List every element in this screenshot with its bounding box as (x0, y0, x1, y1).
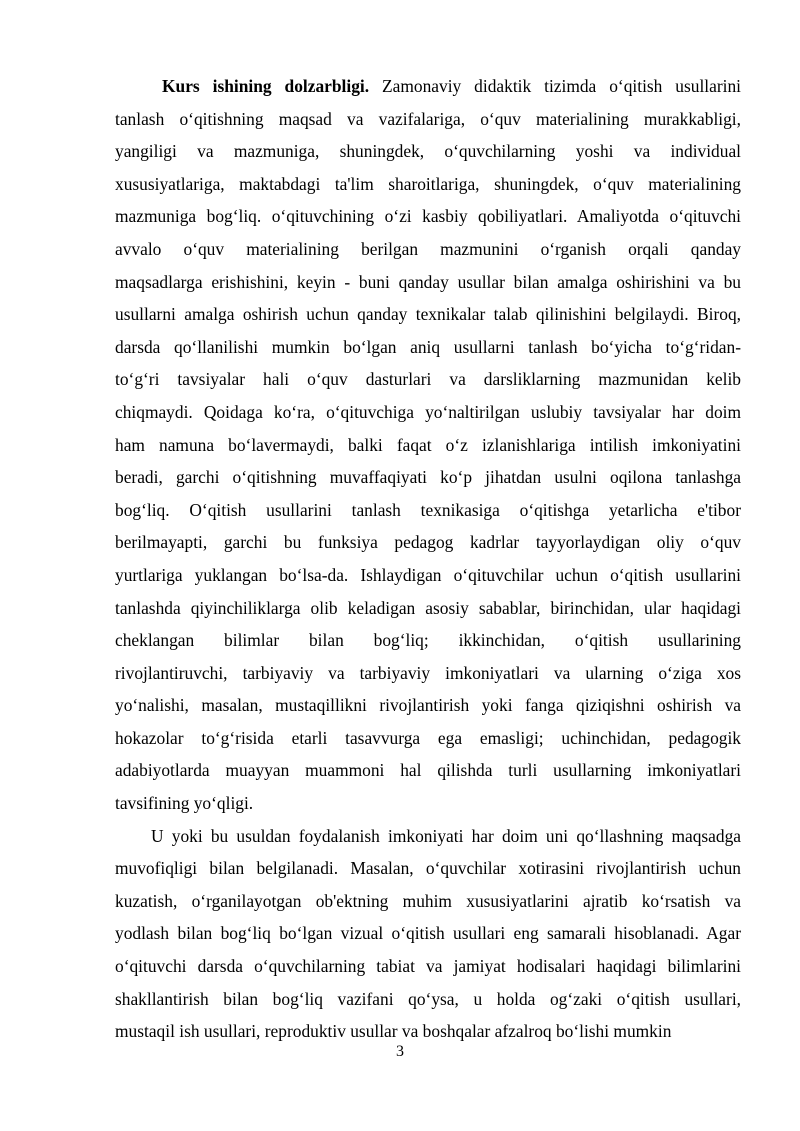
paragraph-line: yodlash bilan bog‘liq bo‘lgan vizual o‘qitish usullari eng samarali hisoblanadi. Agar (115, 923, 741, 944)
paragraph-line: yo‘nalishi, masalan, mustaqillikni rivojlantirish yoki fanga qiziqishni oshirish va (115, 695, 741, 716)
paragraph-line: to‘g‘ri tavsiyalar hali o‘quv dasturlari va darsliklarning mazmunidan kelib (115, 369, 741, 390)
paragraph-line: o‘qituvchi darsda o‘quvchilarning tabiat va jamiyat hodisalari haqidagi bilimlarini (115, 956, 741, 977)
paragraph-line: yangiligi va mazmuniga, shuningdek, o‘quvchilarning yoshi va individual (115, 141, 741, 162)
section-lead-heading: Kurs ishining dolzarbligi. (162, 76, 370, 96)
body-text (115, 70, 741, 1048)
paragraph-line: usullarni amalga oshirish uchun qanday texnikalar talab qilinishini belgilaydi. Biroq, (115, 304, 741, 325)
paragraph-line: U yoki bu usuldan foydalanish imkoniyati har doim uni qo‘llashning maqsadga (151, 825, 741, 846)
paragraph-line: berilmayapti, garchi bu funksiya pedagog kadrlar tayyorlaydigan oliy o‘quv (115, 532, 741, 553)
paragraph-line: shakllantirish bilan bog‘liq vazifani qo‘ysa, u holda og‘zaki o‘qitish usullari, (115, 988, 741, 1009)
paragraph-line: hokazolar to‘g‘risida etarli tasavvurga ega emasligi; uchinchidan, pedagogik (115, 727, 741, 748)
paragraph-line: ham namuna bo‘lavermaydi, balki faqat o‘z izlanishlariga intilish imkoniyatini (115, 434, 741, 455)
paragraph-line: rivojlantiruvchi, tarbiyaviy va tarbiyaviy imkoniyatlari va ularning o‘ziga xos (115, 662, 741, 683)
paragraph-line: tanlashda qiyinchiliklarga olib keladigan asosiy sabablar, birinchidan, ular haqidagi (115, 597, 741, 618)
paragraph-relevance (115, 70, 741, 820)
paragraph-line: yurtlariga yuklangan bo‘lsa-da. Ishlaydigan o‘qituvchilar uchun o‘qitish usullarini (115, 564, 741, 585)
paragraph-line: Kurs ishining dolzarbligi. Zamonaviy didaktik tizimda o‘qitish usullarini (162, 76, 741, 96)
paragraph-line: mazmuniga bog‘liq. o‘qituvchining o‘zi kasbiy qobiliyatlari. Amaliyotda o‘qituvchi (115, 206, 741, 227)
paragraph-line: muvofiqligi bilan belgilanadi. Masalan, o‘quvchilar xotirasini rivojlantirish uchun (115, 858, 741, 879)
paragraph-line: xususiyatlariga, maktabdagi ta'lim sharoitlariga, shuningdek, o‘quv materialining (115, 173, 741, 194)
paragraph-line: tanlash o‘qitishning maqsad va vazifalariga, o‘quv materialining murakkabligi, (115, 108, 741, 129)
paragraph-line: bog‘liq. O‘qitish usullarini tanlash texnikasiga o‘qitishga yetarlicha e'tibor (115, 499, 741, 520)
paragraph-line: kuzatish, o‘rganilayotgan ob'ektning muhim xususiyatlarini ajratib ko‘rsatish va (115, 890, 741, 911)
paragraph-line: adabiyotlarda muayyan muammoni hal qilishda turli usullarning imkoniyatlari (115, 760, 741, 781)
paragraph-line: cheklangan bilimlar bilan bog‘liq; ikkinchidan, o‘qitish usullarining (115, 630, 741, 651)
paragraph-line: maqsadlarga erishishini, keyin - buni qanday usullar bilan amalga oshirishini va bu (115, 271, 741, 292)
paragraph-method-choice (115, 820, 741, 1048)
paragraph-line: mustaqil ish usullari, reproduktiv usullar va boshqalar afzalroq bo‘lishi mumkin (115, 1021, 672, 1042)
paragraph-line: beradi, garchi o‘qitishning muvaffaqiyati ko‘p jihatdan usulni oqilona tanlashga (115, 467, 741, 488)
paragraph-line: avvalo o‘quv materialining berilgan mazmunini o‘rganish orqali qanday (115, 238, 741, 259)
paragraph-line: chiqmaydi. Qoidaga ko‘ra, o‘qituvchiga yo‘naltirilgan uslubiy tavsiyalar har doim (115, 401, 741, 422)
page-number: 3 (396, 1043, 404, 1060)
paragraph-line: tavsifining yo‘qligi. (115, 793, 254, 814)
paragraph-line: darsda qo‘llanilishi mumkin bo‘lgan aniq usullarni tanlash bo‘yicha to‘g‘ridan- (115, 336, 741, 357)
